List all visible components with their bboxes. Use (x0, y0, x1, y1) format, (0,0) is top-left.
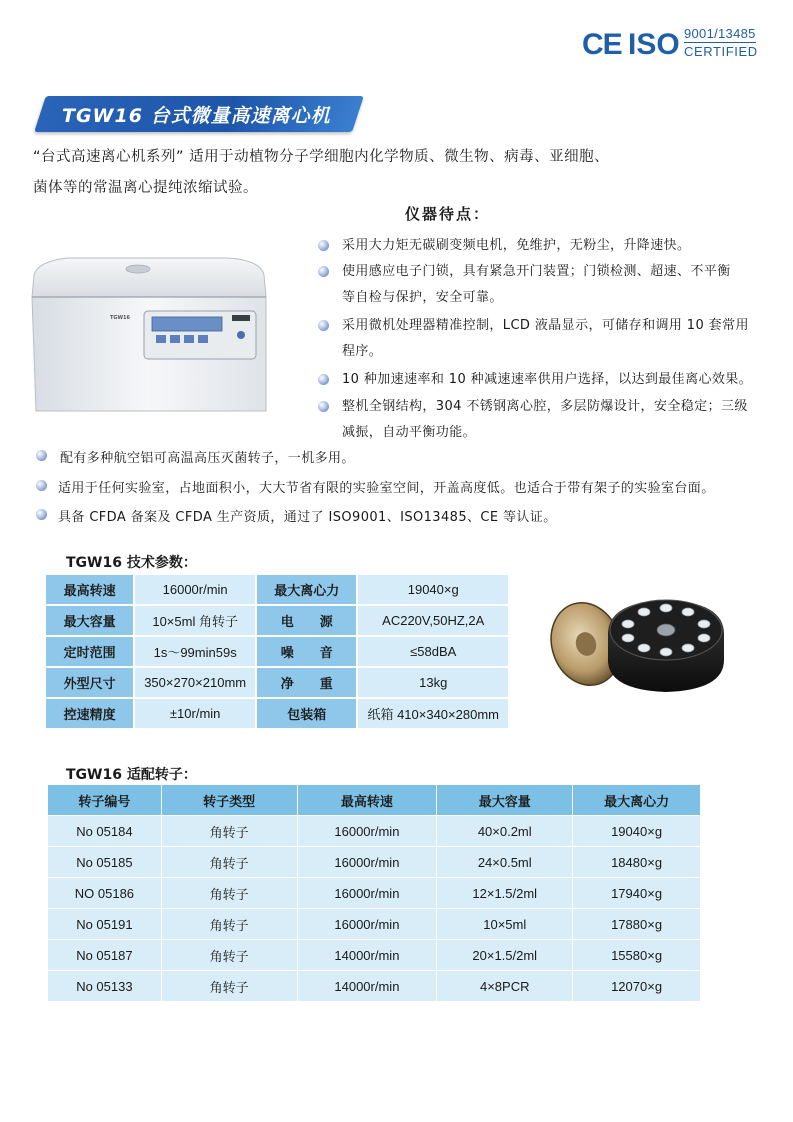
column-header: 转子类型 (161, 785, 297, 816)
rotor-max-rcf: 18480×g (573, 847, 701, 878)
rotor-max-speed: 16000r/min (297, 816, 437, 847)
rotor-capacity: 20×1.5/2ml (437, 940, 573, 971)
rotor-max-rcf: 15580×g (573, 940, 701, 971)
certified-text: CERTIFIED (684, 44, 758, 59)
rotor-type: 角转子 (161, 847, 297, 878)
device-label: TGW16 (110, 315, 130, 321)
rotor-type: 角转子 (161, 909, 297, 940)
certification-logo (582, 24, 778, 64)
feature-item-4: 10 种加速速率和 10 种减速速率供用户选择，以达到最佳离心效果。 (342, 372, 753, 387)
spec-label: 控速精度 (45, 698, 134, 729)
feature-item-5-line-1: 整机全钢结构，304 不锈钢离心腔，多层防爆设计，安全稳定；三级 (342, 399, 748, 414)
table-row (45, 605, 509, 636)
spec-label: 包装箱 (256, 698, 357, 729)
rotor-title: TGW16 适配转子： (66, 767, 197, 783)
iso-numbers: 9001/13485 (684, 26, 756, 41)
rotor-id: No 05184 (48, 816, 162, 847)
rotor-type: 角转子 (161, 878, 297, 909)
table-row (45, 698, 509, 729)
bullet-icon (318, 320, 329, 331)
bullet-icon (318, 240, 329, 251)
feature-wide-item-2: 适用于任何实验室，占地面积小，大大节省有限的实验室空间，开盖高度低。也适合于带有架子的实验室台面。 (58, 481, 715, 496)
features-title: 仪器待点： (405, 205, 491, 223)
spec-value: 16000r/min (134, 574, 256, 605)
rotor-capacity: 10×5ml (437, 909, 573, 940)
rotor-type: 角转子 (161, 816, 297, 847)
feature-item-5-line-2: 减振，自动平衡功能。 (342, 425, 477, 440)
spec-value: ≤58dBA (357, 636, 509, 667)
spec-label: 电 源 (256, 605, 357, 636)
spec-label: 最大离心力 (256, 574, 357, 605)
rotor-max-speed: 16000r/min (297, 878, 437, 909)
feature-item-2-line-1: 使用感应电子门锁，具有紧急开门装置；门锁检测、超速、不平衡 (342, 264, 731, 279)
rotor-max-speed: 14000r/min (297, 971, 437, 1002)
spec-value: AC220V,50HZ,2A (357, 605, 509, 636)
rotor-max-rcf: 17880×g (573, 909, 701, 940)
table-row (45, 574, 509, 605)
table-row (48, 816, 701, 847)
spec-value: ±10r/min (134, 698, 256, 729)
feature-wide-item-1: 配有多种航空铝可高温高压灭菌转子，一机多用。 (60, 451, 355, 466)
centrifuge-device-image (28, 245, 274, 415)
rotor-image (548, 582, 728, 702)
intro-line-2: 菌体等的常温离心提纯浓缩试验。 (33, 180, 258, 196)
bullet-icon (36, 509, 47, 520)
spec-label: 最高转速 (45, 574, 134, 605)
spec-title: TGW16 技术参数： (66, 555, 197, 571)
bullet-icon (318, 374, 329, 385)
rotor-capacity: 40×0.2ml (437, 816, 573, 847)
spec-value: 19040×g (357, 574, 509, 605)
rotor-capacity: 24×0.5ml (437, 847, 573, 878)
spec-label: 净 重 (256, 667, 357, 698)
spec-table (44, 573, 510, 730)
rotor-type: 角转子 (161, 940, 297, 971)
rotor-max-rcf: 12070×g (573, 971, 701, 1002)
table-header-row (48, 785, 701, 816)
column-header: 最大容量 (437, 785, 573, 816)
spec-label: 噪 音 (256, 636, 357, 667)
spec-label: 定时范围 (45, 636, 134, 667)
rotor-id: No 05187 (48, 940, 162, 971)
table-row (48, 847, 701, 878)
bullet-icon (36, 480, 47, 491)
spec-value: 350×270×210mm (134, 667, 256, 698)
bullet-icon (36, 450, 47, 461)
bullet-icon (318, 266, 329, 277)
iso-mark: ISO (628, 28, 680, 61)
rotor-id: No 05133 (48, 971, 162, 1002)
spec-label: 最大容量 (45, 605, 134, 636)
column-header: 最高转速 (297, 785, 437, 816)
feature-item-3-line-1: 采用微机处理器精准控制，LCD 液晶显示，可储存和调用 10 套常用 (342, 318, 749, 333)
rotor-max-speed: 16000r/min (297, 909, 437, 940)
ce-mark: CE (582, 28, 622, 61)
feature-item-1: 采用大力矩无碳刷变频电机，免维护，无粉尘，升降速快。 (342, 238, 691, 253)
feature-item-3-line-2: 程序。 (342, 344, 383, 359)
rotor-id: NO 05186 (48, 878, 162, 909)
rotor-type: 角转子 (161, 971, 297, 1002)
table-row (45, 667, 509, 698)
page-title: TGW16 台式微量高速离心机 (62, 105, 331, 127)
rotor-max-speed: 16000r/min (297, 847, 437, 878)
column-header: 最大离心力 (573, 785, 701, 816)
spec-value: 1s～99min59s (134, 636, 256, 667)
table-row (48, 940, 701, 971)
rotor-max-speed: 14000r/min (297, 940, 437, 971)
spec-value: 纸箱 410×340×280mm (357, 698, 509, 729)
rotor-id: No 05191 (48, 909, 162, 940)
feature-item-2-line-2: 等自检与保护，安全可靠。 (342, 290, 503, 305)
title-banner (40, 96, 358, 132)
feature-wide-item-3: 具备 CFDA 备案及 CFDA 生产资质，通过了 ISO9001、ISO13485、CE 等认证。 (58, 510, 557, 525)
rotor-capacity: 4×8PCR (437, 971, 573, 1002)
table-row (48, 909, 701, 940)
rotor-id: No 05185 (48, 847, 162, 878)
spec-label: 外型尺寸 (45, 667, 134, 698)
table-row (48, 878, 701, 909)
column-header: 转子编号 (48, 785, 162, 816)
rotor-max-rcf: 19040×g (573, 816, 701, 847)
rotor-table (47, 784, 701, 1002)
spec-value: 10×5ml 角转子 (134, 605, 256, 636)
rotor-capacity: 12×1.5/2ml (437, 878, 573, 909)
table-row (48, 971, 701, 1002)
intro-line-1: “台式高速离心机系列” 适用于动植物分子学细胞内化学物质、微生物、病毒、亚细胞、 (33, 149, 610, 165)
bullet-icon (318, 401, 329, 412)
table-row (45, 636, 509, 667)
rotor-max-rcf: 17940×g (573, 878, 701, 909)
spec-value: 13kg (357, 667, 509, 698)
